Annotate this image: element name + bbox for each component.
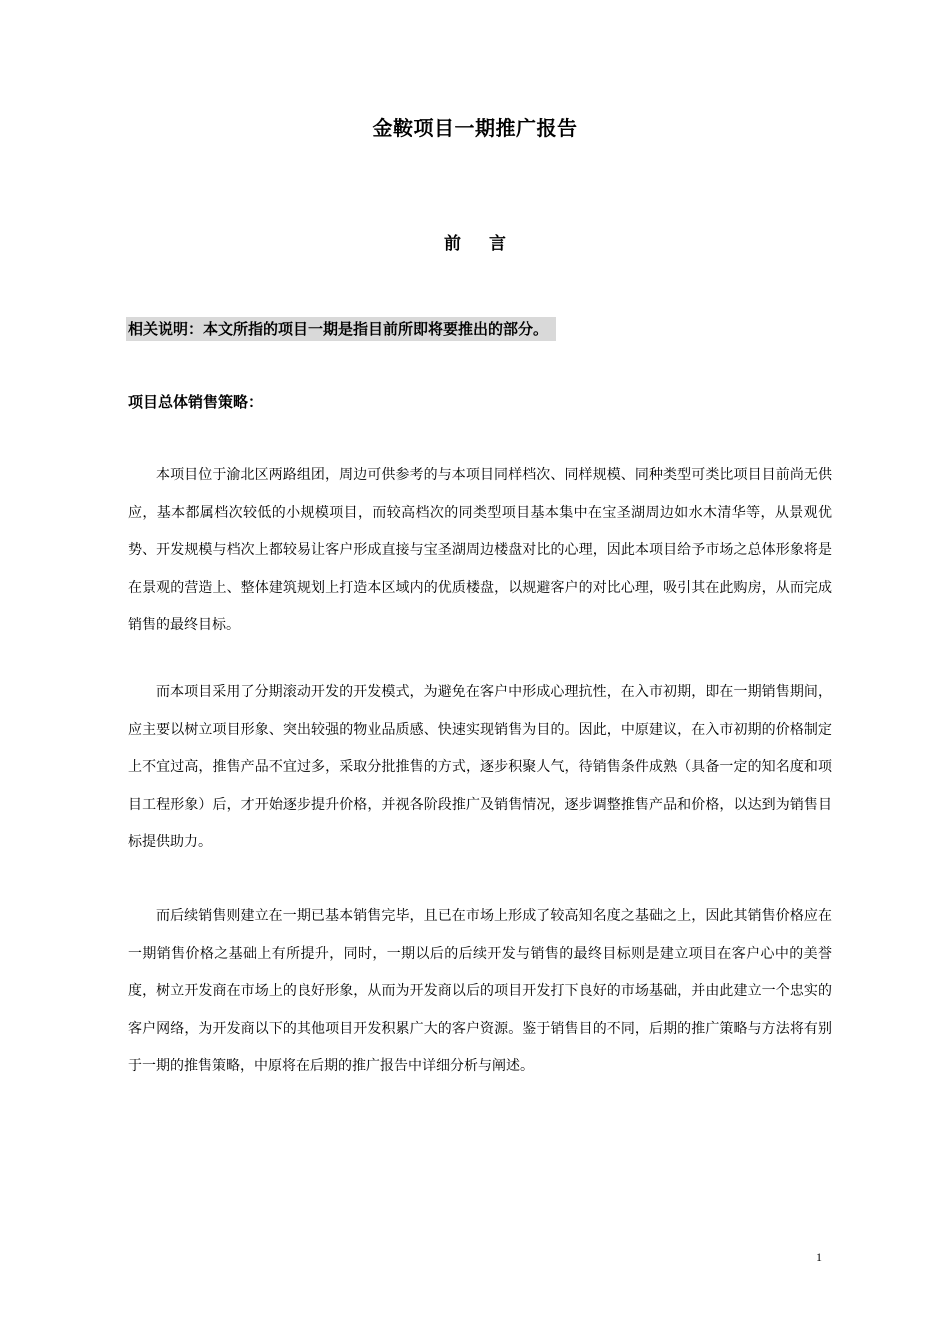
body-paragraph-1: 本项目位于渝北区两路组团，周边可供参考的与本项目同样档次、同样规模、同种类型可类比项目目前尚无供应，基本都属档次较低的小规模项目，而较高档次的同类型项目基本集中在宝圣湖周边如水木清华等，从景观优势、开发规模与档次上都较易让客户形成直接与宝圣湖周边楼盘对比的心理，因此本项目给予市场之总体形象将是在景观的营造上、整体建筑规划上打造本区域内的优质楼盘，以规避客户的对比心理，吸引其在此购房，从而完成销售的最终目标。 <box>128 467 832 633</box>
body-paragraph-2: 而本项目采用了分期滚动开发的开发模式，为避免在客户中形成心理抗性，在入市初期，即在一期销售期间，应主要以树立项目形象、突出较强的物业品质感、快速实现销售为目的。因此，中原建议，在入市初期的价格制定上不宜过高，推售产品不宜过多，采取分批推售的方式，逐步积聚人气，待销售条件成熟（具备一定的知名度和项目工程形象）后，才开始逐步提升价格，并视各阶段推广及销售情况，逐步调整推售产品和价格，以达到为销售目标提供助力。 <box>128 684 832 850</box>
body-paragraph-3: 而后续销售则建立在一期已基本销售完毕，且已在市场上形成了较高知名度之基础之上，因此其销售价格应在一期销售价格之基础上有所提升，同时，一期以后的后续开发与销售的最终目标则是建立项目在客户心中的美誉度，树立开发商在市场上的良好形象，从而为开发商以后的项目开发打下良好的市场基础，并由此建立一个忠实的客户网络，为开发商以下的其他项目开发积累广大的客户资源。鉴于销售目的不同，后期的推广策略与方法将有别于一期的推售策略，中原将在后期的推广报告中详细分析与阐述。 <box>128 908 832 1074</box>
preface-heading: 前 言 <box>444 234 506 254</box>
sales-strategy-heading: 项目总体销售策略： <box>128 393 264 411</box>
related-note: 相关说明：本文所指的项目一期是指目前所即将要推出的部分。 <box>126 317 556 341</box>
document-title: 金鞍项目一期推广报告 <box>372 116 578 140</box>
page-number: 1 <box>816 1250 822 1264</box>
